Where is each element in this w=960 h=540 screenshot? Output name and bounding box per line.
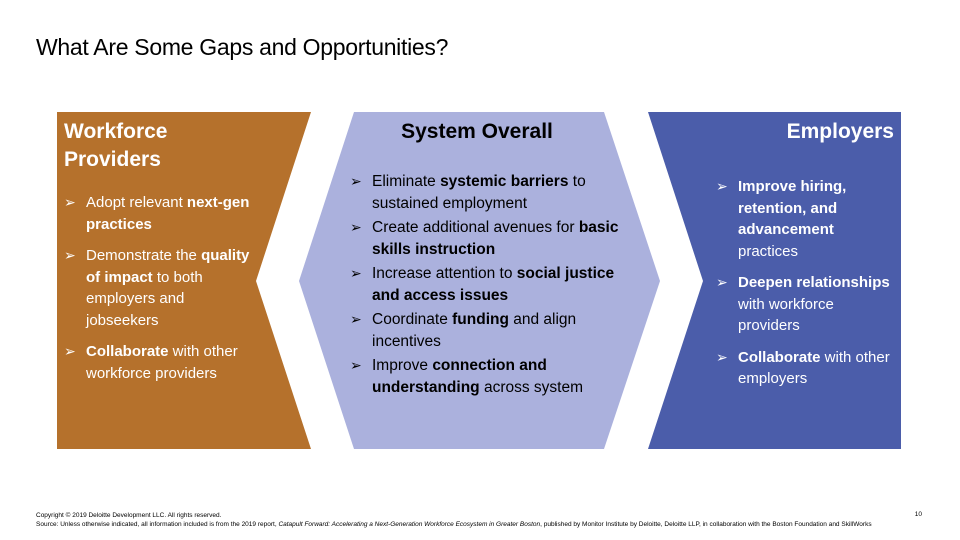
bullet-item bbox=[350, 355, 620, 398]
bullet-item bbox=[716, 272, 896, 337]
bullet-text: Increase attention to bbox=[372, 265, 517, 282]
copyright-text: Copyright © 2019 Deloitte Development LLC. All rights reserved. bbox=[36, 512, 222, 519]
bullet-emphasis: Improve hiring, retention, and advancement bbox=[738, 178, 847, 238]
arrowhead-icon: ➢ bbox=[350, 173, 362, 189]
bullet-emphasis: connection and understanding bbox=[372, 357, 547, 396]
bullet-text: with workforce providers bbox=[738, 295, 834, 334]
bullet-text: with other employers bbox=[738, 348, 890, 387]
bullet-item bbox=[350, 263, 620, 306]
arrowhead-icon: ➢ bbox=[716, 348, 728, 365]
bullet-emphasis: funding bbox=[452, 311, 509, 328]
bullet-text: Improve bbox=[372, 357, 433, 374]
arrowhead-icon: ➢ bbox=[716, 274, 728, 290]
bullet-emphasis: systemic barriers bbox=[440, 173, 569, 190]
arrowhead-icon: ➢ bbox=[64, 343, 76, 359]
arrowhead-icon: ➢ bbox=[350, 311, 362, 327]
workforce-providers-heading bbox=[64, 118, 254, 174]
bullet-emphasis: Collaborate bbox=[738, 348, 821, 366]
bullet-text: Coordinate bbox=[372, 311, 453, 328]
bullet-item bbox=[350, 309, 620, 352]
bullet-text: practices bbox=[738, 242, 799, 260]
bullet-text: across system bbox=[479, 378, 583, 396]
bullet-item bbox=[64, 192, 254, 235]
bullet-emphasis: next-gen practices bbox=[86, 194, 250, 233]
bullet-text: Demonstrate the bbox=[86, 247, 202, 264]
arrowhead-icon: ➢ bbox=[64, 194, 76, 210]
bullet-text: Create additional avenues for bbox=[372, 219, 579, 236]
bullet-item bbox=[64, 341, 254, 384]
bullet-text: Eliminate bbox=[372, 173, 441, 190]
bullet-text: to sustained employment bbox=[372, 173, 586, 212]
system-overall-panel bbox=[350, 118, 620, 401]
bullet-item bbox=[716, 347, 896, 390]
source-suffix: , published by Monitor Institute by Deloitte, Deloitte LLP, in collaboration with the Boston Foundation and SkillWorks bbox=[540, 521, 872, 528]
arrowhead-icon: ➢ bbox=[64, 247, 76, 263]
bullet-emphasis: quality of impact bbox=[86, 247, 250, 286]
heading-line: Workforce bbox=[64, 120, 168, 143]
source-title: Catapult Forward: Accelerating a Next-Generation Workforce Ecosystem in Greater Boston bbox=[278, 521, 541, 528]
bullet-emphasis: basic skills instruction bbox=[372, 219, 619, 258]
source-note bbox=[36, 520, 916, 529]
bullet-item bbox=[64, 245, 254, 331]
system-overall-heading: System Overall bbox=[401, 120, 553, 143]
employers-heading: Employers bbox=[786, 120, 894, 143]
workforce-providers-list bbox=[64, 192, 254, 384]
bullet-text: to both employers and jobseekers bbox=[86, 268, 203, 329]
arrowhead-icon: ➢ bbox=[350, 357, 362, 373]
page-number: 10 bbox=[914, 511, 922, 518]
source-prefix: Source: Unless otherwise indicated, all information included is from the 2019 report, bbox=[36, 521, 279, 528]
bullet-text: with other workforce providers bbox=[86, 343, 238, 382]
bullet-emphasis: Collaborate bbox=[86, 343, 169, 360]
bullet-text: and align incentives bbox=[372, 311, 577, 350]
bullet-item bbox=[716, 176, 896, 262]
slide-title: What Are Some Gaps and Opportunities? bbox=[36, 34, 449, 60]
system-overall-list bbox=[350, 171, 620, 398]
arrowhead-icon: ➢ bbox=[716, 178, 728, 194]
arrowhead-icon: ➢ bbox=[350, 219, 362, 235]
bullet-item bbox=[350, 171, 620, 214]
bullet-emphasis: Deepen relationships bbox=[738, 274, 890, 291]
employers-panel bbox=[716, 118, 896, 400]
workforce-providers-panel bbox=[64, 118, 254, 394]
employers-list bbox=[716, 176, 896, 390]
bullet-emphasis: social justice and access issues bbox=[372, 265, 615, 304]
footer bbox=[36, 511, 916, 529]
bullet-item bbox=[350, 217, 620, 260]
bullet-text: Adopt relevant bbox=[86, 194, 187, 211]
arrowhead-icon: ➢ bbox=[350, 265, 362, 281]
heading-line: Providers bbox=[64, 148, 161, 171]
